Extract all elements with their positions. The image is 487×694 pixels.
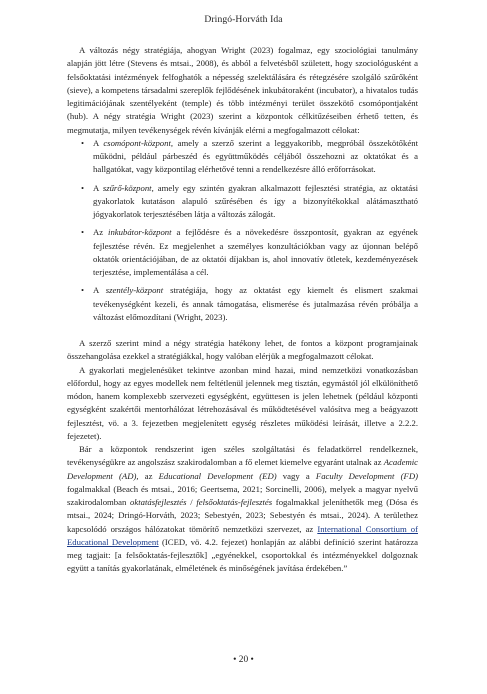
list-item: • A szűrő-központ, amely egy szintén gyakran alkalmazott fejlesztési stratégia, az oktatási gyakorlatok kutatáson alapuló szűrésében és így a bizonyítékokkal alátámasztható jógyakorlatok terjesztésében látja a változás zálogát. <box>93 182 418 222</box>
strategy-term: inkubátor-központ <box>108 227 172 238</box>
paragraph-author-view: A szerző szerint mind a négy stratégia hatékony lehet, de fontos a központ programjainak összehangolása ezekkel a stratégiákkal, hogy valóban elérjük a megfogalmazott célokat. <box>67 338 418 362</box>
strategy-term: szűrő-központ <box>102 182 152 193</box>
strategy-list <box>67 137 418 324</box>
paragraph-definitions: Bár a központok rendszerint igen széles szolgáltatási és feladatkörrel rendelkeznek, tevékenységükre az angolszász szakirodalomban a fő elemet kiemelve egyaránt utalnak az Academic Development (AD), az Educational Development (ED) vagy a Faculty Development (FD) fogalmakkal (Beach és mtsai., 2016; Geertsema, 2021; Sorcinelli, 2006), melyek a magyar nyelvű szakirodalomban oktatásfejlesztés / felsőoktatás-fejlesztés fogalmakkal jeleníthetők meg (Dósa és mtsai., 2024; Dringó-Horváth, 2023; Sebestyén, 2023; Sebestyén és mtsai., 2024). A területhez kapcsolódó országos hálózatokat tömörítő nemzetközi szervezet, az International Consortium of Educational Development (ICED, vö. 4.2. fejezet) honlapján az alábbi definíció szerint határozza meg tagjait: [a felsőoktatás-fejlesztők] „egyénekkel, csoportokkal és intézményekkel dolgoznak együtt a tanítás gyakorlatának, elméletének és minőségének javítása érdekében.” <box>67 444 419 574</box>
list-item: • A szentély-központ stratégiája, hogy az oktatást egy kiemelt és elismert szakmai tevékenységként kezeli, és annak támogatása, elismerése és jutalmazása révén próbálja a változást előmozdítani (Wright, 2023). <box>93 284 418 324</box>
list-item: • Az inkubátor-központ a fejlődésre és a növekedésre összpontosít, gyakran az egyének fejlesztése révén. Ez megjelenhet a személyes konzultációkban vagy az újonnan belépő oktatók orientációjában, de az oktatói díjakban is, ahol innovatív ötletek, kezdeményezések terjesztése, implementálása a cél. <box>93 226 418 279</box>
iced-link[interactable]: International Consortium of Educational Development <box>67 523 418 547</box>
page-number: • 20 • <box>233 655 254 665</box>
running-head: Dringó-Horváth Ida <box>204 14 283 25</box>
paragraph-intro: A változás négy stratégiája, ahogyan Wright (2023) fogalmaz, egy szociológiai tanulmány alapján jött létre (Stevens és mtsai., 2008), és abból a felvetésből született, hogy szociológusként a felsőoktatási intézmények felfoghatók a népesség szelektálására és rétegzésére szolgáló szűrőként (sieve), a kompetens társadalmi szereplők fejlődésének inkubátoraként (incubator), a hivatalos tudás legitimációjának szentélyeként (temple) és több intézményi terület összekötő csomópontjaként (hub). A négy stratégia Wright (2023) szerint a központok célkitűzéseiben érhető tetten, és megmutatja, milyen tevékenységek révén kívánják elérni a megfogalmazott célokat: <box>67 45 418 135</box>
strategy-term: csomópont-központ <box>103 137 171 148</box>
list-item: • A csomópont-központ, amely a szerző szerint a leggyakoribb, megpróbál összekötőként működni, például párbeszéd és együttműködés céljából összehozni az oktatókat és a hallgatókat, vagy központilag elérhetővé tenni a rendelkezésre álló erőforrásokat. <box>93 137 418 177</box>
strategy-term: szentély-központ <box>105 285 164 296</box>
paragraph-practice: A gyakorlati megjelenésüket tekintve azonban mind hazai, mind nemzetközi vonatkozásban előfordul, hogy az egyes modellek nem feltétlenül jelennek meg tisztán, egymástól jól elkülöníthető módon, hanem komplexebb szervezeti egységként, együttesen is jelen lehetnek (például központi egységként szakértői mentorhálózat létrehozásával és működtetésével valósítva meg a beágyazott fejlesztést, vö. a 3. fejezetben megjelenített egység részletes működési leírását, illetve a 2.2.2. fejezetet). <box>67 364 418 441</box>
body-text <box>67 44 418 576</box>
